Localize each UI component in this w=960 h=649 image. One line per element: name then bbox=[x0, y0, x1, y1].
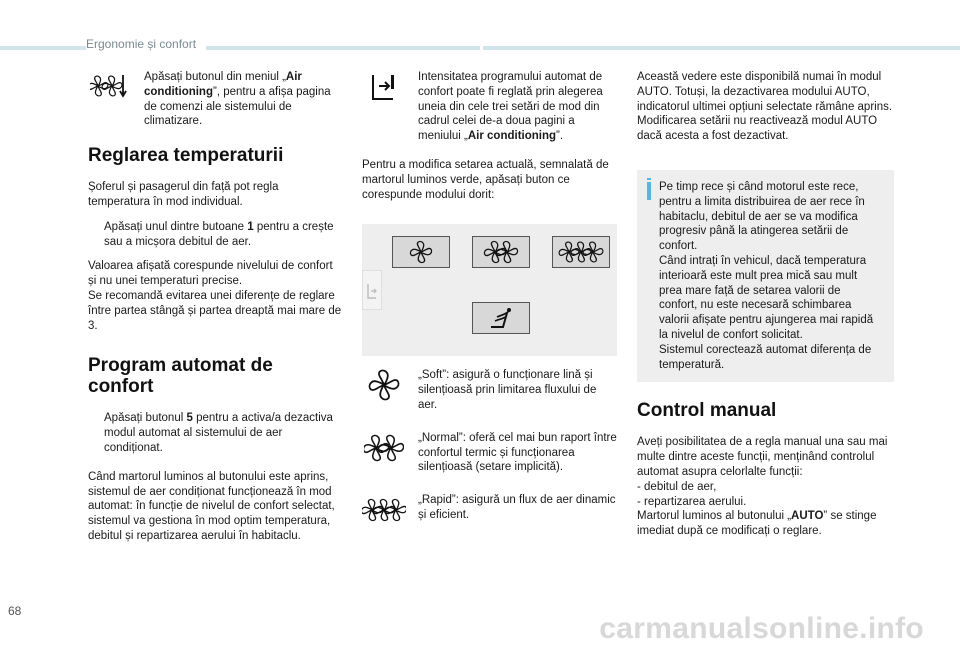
para-auto-view: Această vedere este disponibilă numai în modul AUTO. Totuși, la dezactivarea modului AUTO, indicatorul ultimei opțiuni selectate rămâne aprins. Modificarea setării nu reactivează modul AUTO dacă acesta a fost dezactivat. bbox=[637, 71, 893, 143]
climate-menu-text: Apăsați butonul din meniul „Air conditioning”, pentru a afișa pagina de comenzi ale sistemului de climatizare. bbox=[144, 71, 331, 128]
para-temp-individual: Șoferul și pasagerul din față pot regla temperatura în mod individual. bbox=[88, 181, 279, 208]
soft-mode-description bbox=[362, 368, 617, 412]
info-note-text: Pe timp rece și când motorul este rece, pentru a limita distribuirea de aer rece în habitaclu, debitul de aer se va modifica progresiv până la atingerea setării de confort. Când intrați în vehicul, dacă temperatura interioară este mult prea mică sau mult prea mare față de setarea valorii de confort, nu este necesară schimbarea valorii afișate pentru ajungerea mai rapidă la nivelul de confort solicitat. Sistemul corectează automat diferența de temperatură. bbox=[659, 180, 874, 371]
rapid-mode-button[interactable] bbox=[552, 236, 610, 268]
para-manual: Aveți posibilitatea de a regla manual una sau mai multe dintre aceste funcții, menținând controlul automat asupra celorlalte funcții: - debitul de aer, - repartizarea aerului. Martorul luminos al butonului „AUTO” se stinge imediat după ce modificați o reglare. bbox=[637, 436, 888, 538]
rapid-mode-text: „Rapid”: asigură un flux de aer dinamic și eficient. bbox=[418, 494, 616, 521]
normal-mode-text: „Normal”: oferă cel mai bun raport între confortul termic și funcționarea silențioasă (setare implicită). bbox=[418, 431, 617, 474]
para-change-setting: Pentru a modifica setarea actuală, semnalată de martorul luminos verde, apăsați buton ce corespunde modului dorit: bbox=[362, 158, 609, 201]
fan-normal-icon bbox=[362, 431, 406, 465]
info-note bbox=[637, 170, 894, 382]
column-right bbox=[637, 70, 894, 549]
info-marker-bar bbox=[647, 182, 651, 200]
climate-menu-icon bbox=[88, 70, 132, 104]
watermark: carmanualsonline.info bbox=[599, 612, 924, 645]
info-marker-dot bbox=[647, 178, 651, 180]
intensity-text: Intensitatea programului automat de confort poate fi reglată prin alegerea uneia din cele trei setări de mod din cadrul celei de-a doua pagini a meniului „Air conditioning”. bbox=[418, 71, 603, 143]
column-middle bbox=[362, 70, 617, 541]
heading-auto-program: Program automat de confort bbox=[88, 355, 273, 398]
rapid-mode-description bbox=[362, 493, 617, 527]
column-left bbox=[88, 70, 343, 554]
fan-soft-icon bbox=[362, 368, 406, 402]
page-number: 68 bbox=[8, 604, 22, 618]
soft-mode-text: „Soft”: asigură o funcționare lină și silențioasă prin limitarea fluxului de aer. bbox=[418, 369, 597, 411]
intensity-menu-icon bbox=[362, 70, 406, 104]
side-tab-marker bbox=[362, 270, 382, 315]
para-temp-value: Valoarea afișată corespunde nivelului de confort și nu unei temperaturi precise. Se recomandă evitarea unei diferențe de reglare între partea stângă și partea dreaptă mai mare de 3. bbox=[88, 260, 342, 332]
soft-mode-button[interactable] bbox=[392, 236, 450, 268]
heading-temperature: Reglarea temperaturii bbox=[88, 145, 284, 167]
mode-buttons-panel bbox=[362, 224, 617, 356]
para-auto-mode: Când martorul luminos al butonului este aprins, sistemul de aer condiționat funcționează în mod automat: în funcție de nivelul de confort selectat, sistemul va gestiona în mod optim temperatura, debitul și repartizarea aerului în habitaclu. bbox=[88, 470, 335, 542]
bullet-temp-buttons: Apăsați unul dintre butoane 1 pentru a crește sau a micșora debitul de aer. bbox=[104, 220, 334, 248]
normal-mode-button[interactable] bbox=[472, 236, 530, 268]
intensity-instruction bbox=[362, 70, 617, 144]
header-rule-right bbox=[483, 46, 960, 50]
section-title: Ergonomie și confort bbox=[86, 37, 206, 51]
heading-manual-control: Control manual bbox=[637, 400, 777, 422]
header-rule-left bbox=[0, 46, 480, 50]
climate-menu-instruction bbox=[88, 70, 343, 129]
bullet-auto-button: Apăsați butonul 5 pentru a activa/a dezactiva modul automat al sistemului de aer condiționat. bbox=[104, 412, 333, 454]
seat-airflow-button[interactable] bbox=[472, 302, 530, 334]
normal-mode-description bbox=[362, 431, 617, 475]
seat-airflow-icon bbox=[485, 305, 517, 331]
fan-rapid-icon bbox=[362, 493, 406, 527]
